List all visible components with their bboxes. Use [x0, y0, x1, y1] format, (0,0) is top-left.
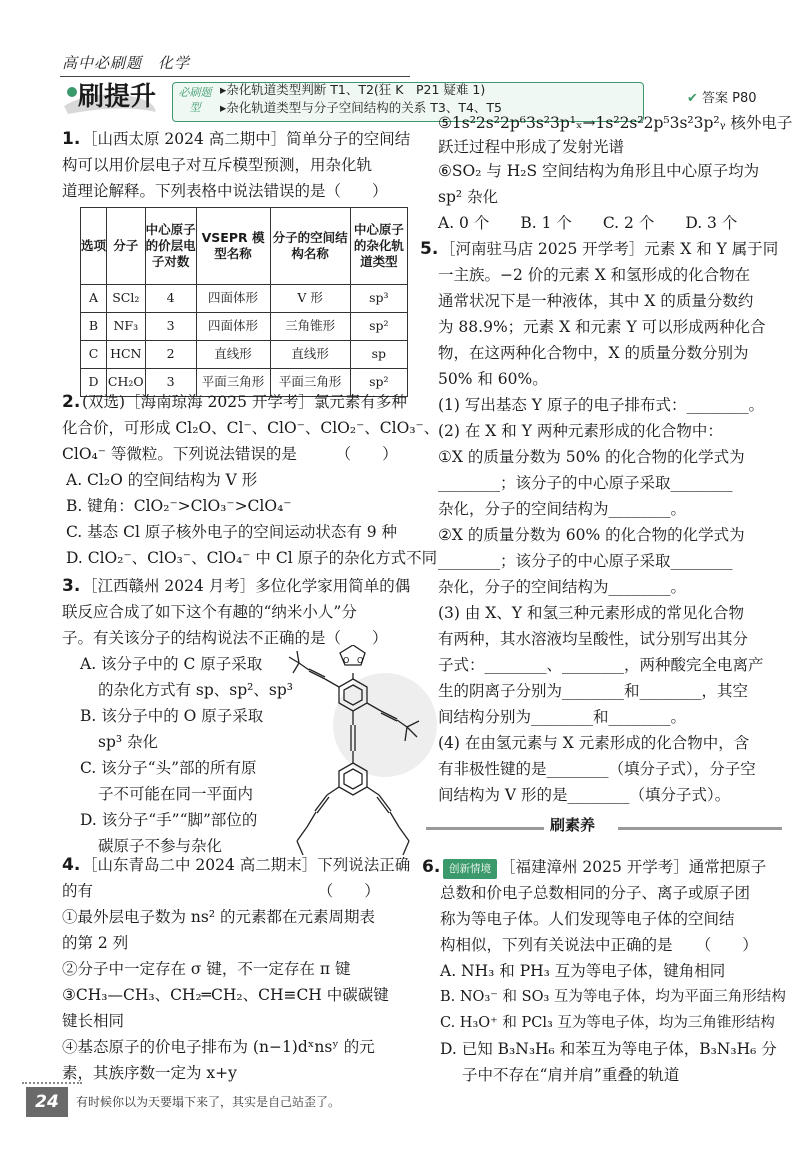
cell: 平面三角形: [196, 369, 270, 397]
cell: 4: [145, 285, 196, 313]
q3-option-a: A. 该分子中的 C 原子采取: [80, 655, 263, 673]
topic-tag: 必刷题型: [178, 86, 212, 114]
q6-option-b: B. NO₃⁻ 和 SO₃ 互为等电子体，均为平面三角形结构: [440, 989, 786, 1005]
header-rule: [60, 76, 410, 77]
q5-part4: (4) 在由氢元素与 X 元素形成的化合物中，含: [438, 734, 750, 752]
section-rule-left: [426, 827, 544, 830]
cell: SCl₂: [107, 285, 146, 313]
q5-line: 有非极性键的是________（填分子式），分子空: [438, 760, 756, 778]
q5-line: 通常状况下是一种液体，其中 X 的质量分数约: [438, 292, 754, 310]
footer-quote: 有时候你以为天要塌下来了，其实是自己站歪了。: [76, 1095, 341, 1109]
q5-line: 子式：________、________，两种酸完全电离产: [438, 656, 764, 674]
q4-item-4b: 素，其族序数一定为 x+y: [62, 1064, 237, 1082]
section-rule-right: [618, 827, 782, 830]
q5-part2: (2) 在 X 和 Y 两种元素形成的化合物中：: [438, 422, 723, 440]
q5-line: 为 88.9%；元素 X 和元素 Y 可以形成两种化合: [438, 318, 766, 336]
q3-option-d2: 碳原子不参与杂化: [98, 837, 223, 855]
q1-table: [80, 207, 408, 397]
q6-number: 6.: [422, 857, 441, 877]
q6-option-c: C. H₃O⁺ 和 PCl₃ 互为等电子体，均为三角锥形结构: [440, 1015, 775, 1031]
section2-title: 刷素养: [550, 816, 596, 834]
cell: 3: [145, 313, 196, 341]
q1-line-1: ［山西太原 2024 高二期中］简单分子的空间结: [82, 130, 411, 148]
answer-page: 答案 P80: [702, 91, 757, 106]
q4-item-4: ④基态原子的价电子排布为 (n−1)dˣnsʸ 的元: [62, 1038, 375, 1056]
q2-line-2: 化合价，可形成 Cl₂O、Cl⁻、ClO⁻、ClO₂⁻、ClO₃⁻、: [62, 419, 440, 437]
q3-line-1: ［江西赣州 2024 月考］多位化学家用简单的偶: [82, 577, 411, 595]
nanoputian-molecule-diagram: [285, 645, 425, 860]
cell: CH₂O: [107, 369, 146, 397]
q3-number: 3.: [62, 576, 81, 596]
q5-line: 间结构为 V 形的是________（填分子式）。: [438, 786, 731, 804]
cell: sp²: [350, 313, 407, 341]
q4-item-5: ⑤1s²2s²2p⁶3s²3p¹ₓ→1s²2s²2p⁵3s²3p²ᵧ 核外电子: [438, 114, 793, 132]
innovation-tag: 创新情境: [443, 859, 497, 879]
q4-item-1: ①最外层电子数为 ns² 的元素都在元素周期表: [62, 908, 376, 926]
q1-line-3: 道理论解释。下列表格中说法错误的是（ ）: [62, 182, 388, 200]
q5-line: 50% 和 60%。: [438, 370, 548, 388]
q1-number: 1.: [62, 129, 81, 149]
cell: V 形: [270, 285, 350, 313]
q6-line: ［福建漳州 2025 开学考］通常把原子: [500, 858, 767, 876]
q4-options: A. 0 个 B. 1 个 C. 2 个 D. 3 个: [438, 214, 738, 232]
q4-line-2: 的有 （ ）: [62, 882, 380, 900]
q5-line: 物，在这两种化合物中，X 的质量分数分别为: [438, 344, 749, 362]
q5-line: ①X 的质量分数为 50% 的化合物的化学式为: [438, 448, 745, 466]
cell: 平面三角形: [270, 369, 350, 397]
q2-option-a: A. Cl₂O 的空间结构为 V 形: [66, 471, 258, 489]
cell: 直线形: [270, 341, 350, 369]
q6-option-d2: 子中不存在“肩并肩”重叠的轨道: [462, 1066, 680, 1084]
q3-option-c2: 子不可能在同一平面内: [98, 785, 254, 803]
footer-dots: [22, 1082, 82, 1084]
q2-option-c: C. 基态 Cl 原子核外电子的空间运动状态有 9 种: [66, 523, 398, 541]
check-icon: ✔: [687, 91, 698, 106]
q5-line: ________；该分子的中心原子采取________: [438, 474, 733, 492]
q4-item-6b: sp² 杂化: [438, 188, 499, 206]
th-molecule: 分子: [107, 208, 146, 285]
cell: sp³: [350, 285, 407, 313]
th-vsepr: VSEPR 模型名称: [196, 208, 270, 285]
q3-option-b: B. 该分子中的 O 原子采取: [80, 707, 264, 725]
cell: 四面体形: [196, 313, 270, 341]
q5-line: 间结构分别为________和________。: [438, 708, 687, 726]
q3-line-3: 子。有关该分子的结构说法不正确的是（ ）: [62, 629, 388, 647]
q3-line-2: 联反应合成了如下这个有趣的“纳米小人”分: [62, 603, 357, 621]
cell: 直线形: [196, 341, 270, 369]
q6-line: 构相似，下列有关说法中正确的是 （ ）: [440, 936, 758, 954]
cell: A: [81, 285, 107, 313]
table-row: [81, 285, 408, 313]
cell: 四面体形: [196, 285, 270, 313]
q5-line: 一主族。−2 价的元素 X 和氢形成的化合物在: [438, 266, 751, 284]
q3-option-b2: sp³ 杂化: [98, 733, 159, 751]
cell: C: [81, 341, 107, 369]
page-number: 24: [26, 1087, 68, 1117]
cell: HCN: [107, 341, 146, 369]
th-shape: 分子的空间结构名称: [270, 208, 350, 285]
q1-line-2: 构可以用价层电子对互斥模型预测，用杂化轨: [62, 156, 373, 174]
q3-option-d: D. 该分子“手”“脚”部位的: [80, 811, 258, 829]
q3-option-c: C. 该分子“头”部的所有原: [80, 759, 257, 777]
section-badge: [60, 82, 158, 118]
q4-item-5b: 跃迁过程中形成了发射光谱: [438, 138, 625, 156]
cell: sp²: [350, 369, 407, 397]
oxygen-label: O: [357, 656, 364, 665]
table-row: [81, 313, 408, 341]
q2-number: 2.: [62, 392, 81, 412]
q2-line-1: (双选)［海南琼海 2025 开学考］氯元素有多种: [82, 393, 407, 411]
q4-line-1: ［山东青岛二中 2024 高二期末］下列说法正确: [82, 856, 411, 874]
th-hybrid: 中心原子的杂化轨道类型: [350, 208, 407, 285]
cell: D: [81, 369, 107, 397]
answer-ref: [687, 92, 757, 105]
q5-number: 5.: [420, 239, 439, 259]
cell: 2: [145, 341, 196, 369]
table-row: [81, 341, 408, 369]
th-pairs: 中心原子的价层电子对数: [145, 208, 196, 285]
q6-line: 称为等电子体。人们发现等电子体的空间结: [440, 910, 735, 928]
q5-part3: (3) 由 X、Y 和氢三种元素形成的常见化合物: [438, 604, 745, 622]
cell: NF₃: [107, 313, 146, 341]
q6-line: 总数和价电子总数相同的分子、离子或原子团: [440, 884, 751, 902]
q5-line: ②X 的质量分数为 60% 的化合物的化学式为: [438, 526, 745, 544]
cell: 3: [145, 369, 196, 397]
q2-option-b: B. 键角：ClO₂⁻>ClO₃⁻>ClO₄⁻: [66, 497, 292, 515]
q5-line: ［河南驻马店 2025 开学考］元素 X 和 Y 属于同: [440, 240, 779, 258]
book-title: 高中必刷题 化学: [62, 54, 191, 72]
q5-part1: (1) 写出基态 Y 原子的电子排布式：________。: [438, 396, 764, 414]
cell: B: [81, 313, 107, 341]
topic-line-2: ▸杂化轨道类型与分子空间结构的关系 T3、T4、T5: [220, 100, 503, 115]
q2-line-3: ClO₄⁻ 等微粒。下列说法错误的是 （ ）: [62, 445, 398, 463]
q4-number: 4.: [62, 855, 81, 875]
q5-line: 杂化，分子的空间结构为________。: [438, 578, 687, 596]
q4-item-3b: 键长相同: [62, 1012, 125, 1030]
th-option: 选项: [81, 208, 107, 285]
q5-line: 杂化，分子的空间结构为________。: [438, 500, 687, 518]
oxygen-label: O: [343, 656, 350, 665]
section-title: 刷提升: [78, 82, 157, 112]
q4-item-6: ⑥SO₂ 与 H₂S 空间结构为角形且中心原子均为: [438, 162, 760, 180]
q2-option-d: D. ClO₂⁻、ClO₃⁻、ClO₄⁻ 中 Cl 原子的杂化方式不同: [66, 549, 438, 567]
cell: sp: [350, 341, 407, 369]
topic-line-1: ▸杂化轨道类型判断 T1、T2(狂 K P21 疑难 1): [220, 82, 486, 97]
cell: 三角锥形: [270, 313, 350, 341]
q4-item-3: ③CH₃—CH₃、CH₂═CH₂、CH≡CH 中碳碳键: [62, 986, 389, 1004]
q3-option-a2: 的杂化方式有 sp、sp²、sp³: [98, 681, 293, 699]
q5-line: 有两种，其水溶液均呈酸性，试分别写出其分: [438, 630, 749, 648]
q6-option-a: A. NH₃ 和 PH₃ 互为等电子体，键角相同: [440, 962, 726, 980]
q4-item-1b: 的第 2 列: [62, 934, 129, 952]
q6-option-d: D. 已知 B₃N₃H₆ 和苯互为等电子体，B₃N₃H₆ 分: [440, 1040, 777, 1058]
q5-line: 生的阴离子分别为________和________，其空: [438, 682, 749, 700]
q4-item-2: ②分子中一定存在 σ 键，不一定存在 π 键: [62, 960, 351, 978]
q5-line: ________；该分子的中心原子采取________: [438, 552, 733, 570]
